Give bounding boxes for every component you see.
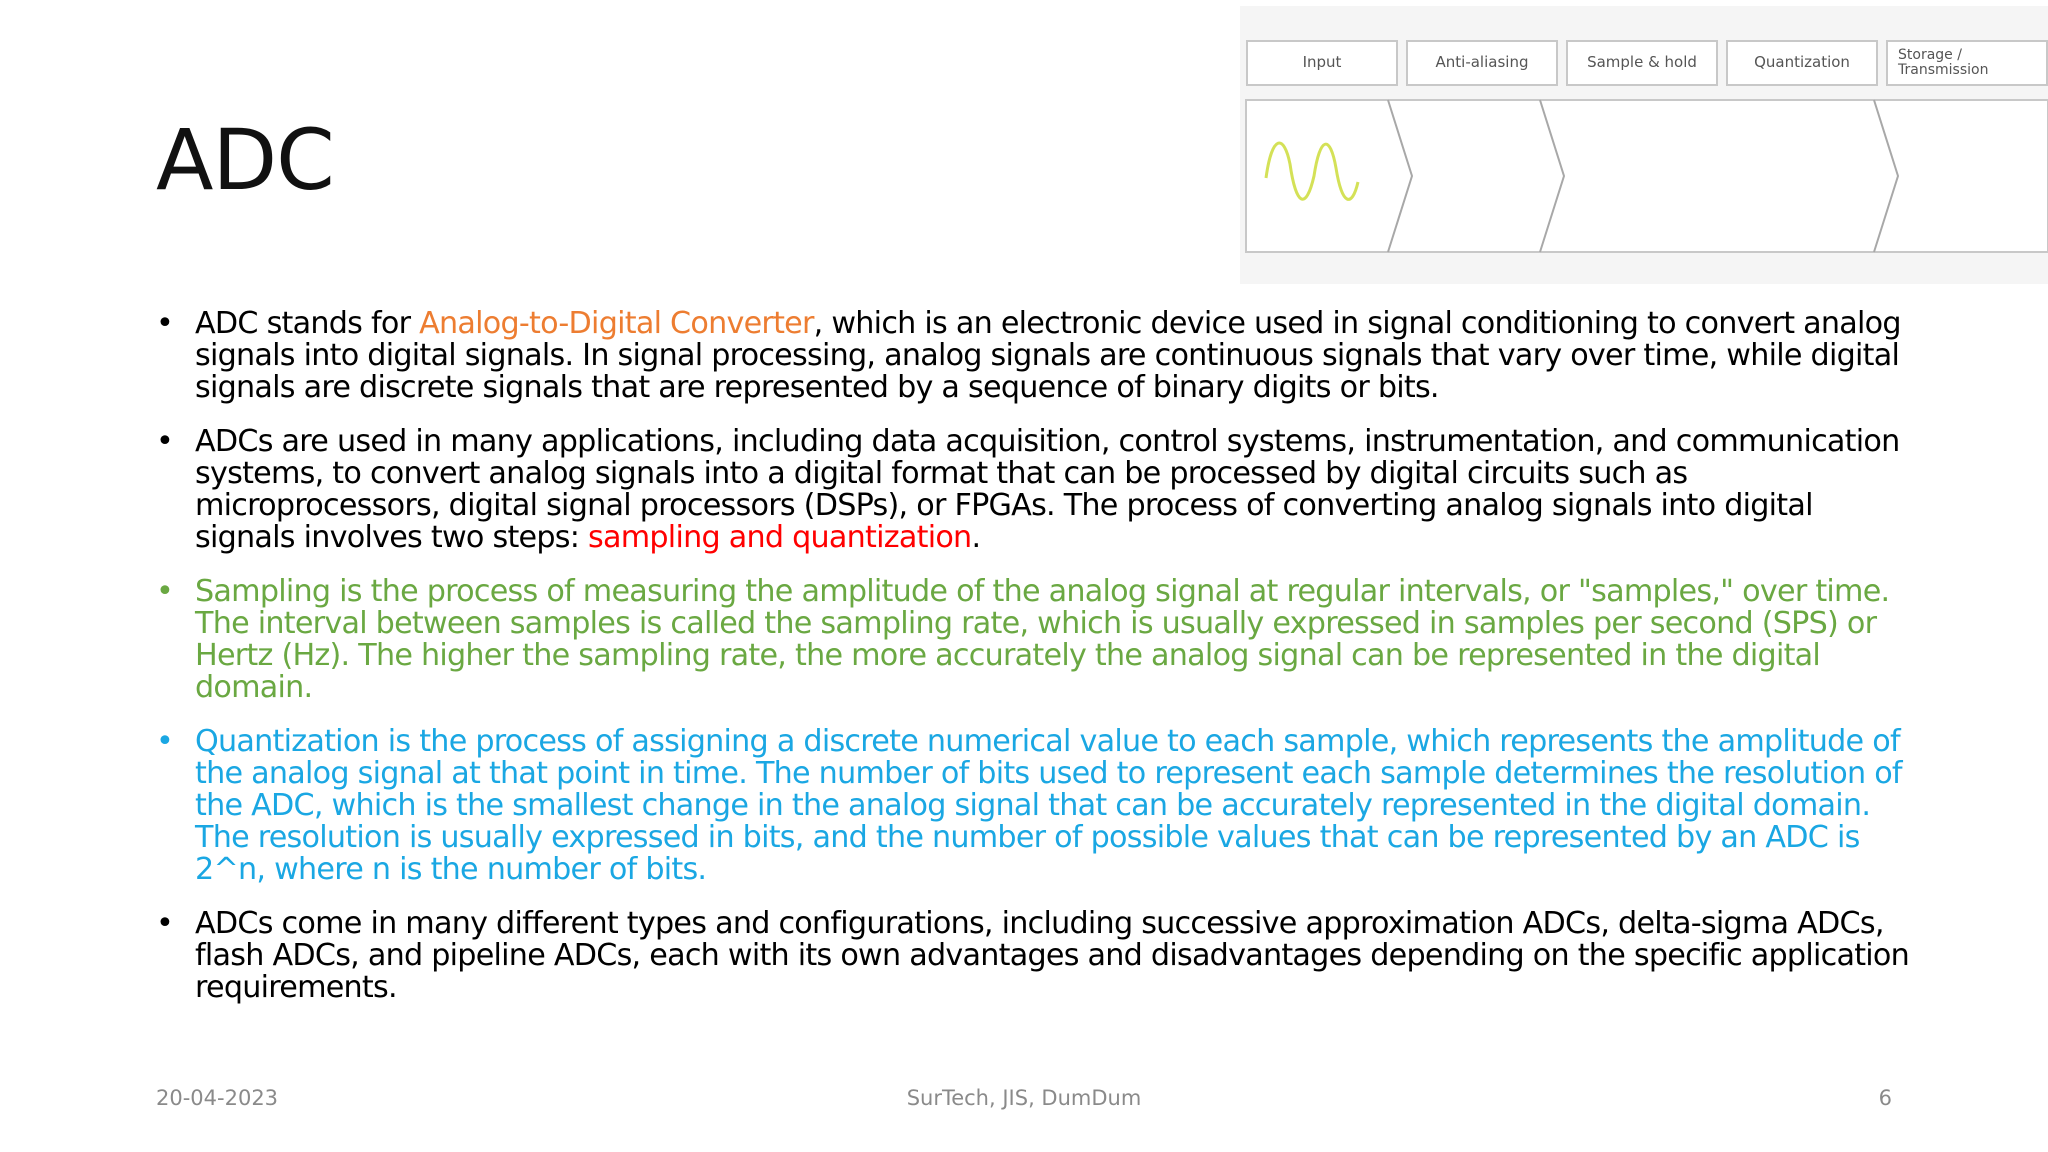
stage-quantization: Quantization bbox=[1726, 40, 1878, 86]
adc-pipeline-diagram bbox=[1240, 6, 2048, 284]
bullet-quantization bbox=[156, 726, 1916, 886]
stage-anti-aliasing: Anti-aliasing bbox=[1406, 40, 1558, 86]
stage-input: Input bbox=[1246, 40, 1398, 86]
footer-page-number: 6 bbox=[1878, 1086, 1892, 1110]
bullet-text: ADCs are used in many applications, including data acquisition, control systems, instrumentation, and communication systems, to convert analog signals into a digital format that can be processed by digital circuits such as microprocessors, digital signal processors (DSPs), or FPGAs. The process of converting analog signals into digital signals involves two steps: bbox=[195, 424, 1900, 555]
bullet-adc-applications bbox=[156, 426, 1916, 554]
stage-storage-transmission: Storage / Transmission bbox=[1886, 40, 2048, 86]
footer-organization: SurTech, JIS, DumDum bbox=[906, 1086, 1142, 1110]
highlight-analog-to-digital-converter: Analog-to-Digital Converter bbox=[419, 306, 814, 341]
highlight-sampling-and-quantization: sampling and quantization bbox=[588, 520, 972, 555]
bullet-list bbox=[156, 308, 1916, 1026]
pipeline-body bbox=[1246, 100, 2048, 252]
bullet-text: Quantization is the process of assigning a discrete numerical value to each sample, which represents the amplitude of the analog signal at that point in time. The number of bits used to represent each sample determines the resolution of the ADC, which is the smallest change in the analog signal that can be accurately represented in the digital domain. The resolution is usually expressed in bits, and the number of possible values that can be represented by an ADC is 2^n, where n is the number of bits. bbox=[195, 724, 1902, 887]
bullet-text: . bbox=[971, 520, 981, 555]
bullet-adc-definition bbox=[156, 308, 1916, 404]
bullet-adc-types bbox=[156, 908, 1916, 1004]
bullet-text: ADCs come in many different types and configurations, including successive approximation ADCs, delta-sigma ADCs, flash ADCs, and pipeline ADCs, each with its own advantages and disadvantages depending on the specific application requirements. bbox=[195, 906, 1910, 1005]
bullet-sampling bbox=[156, 576, 1916, 704]
bullet-text: Sampling is the process of measuring the amplitude of the analog signal at regular intervals, or "samples," over time. The interval between samples is called the sampling rate, which is usually expressed in samples per second (SPS) or Hertz (Hz). The higher the sampling rate, the more accurately the analog signal can be represented in the digital domain. bbox=[195, 574, 1890, 705]
slide-title: ADC bbox=[156, 111, 334, 209]
pipeline-flow-graphic bbox=[1240, 6, 2048, 284]
footer-date: 20-04-2023 bbox=[156, 1086, 279, 1110]
stage-sample-hold: Sample & hold bbox=[1566, 40, 1718, 86]
bullet-text: , which is an electronic device used in signal conditioning to convert analog signals into digital signals. In signal processing, analog signals are continuous signals that vary over time, while digital signals are discrete signals that are represented by a sequence of binary digits or bits. bbox=[195, 306, 1901, 405]
bullet-text: ADC stands for bbox=[195, 306, 420, 341]
